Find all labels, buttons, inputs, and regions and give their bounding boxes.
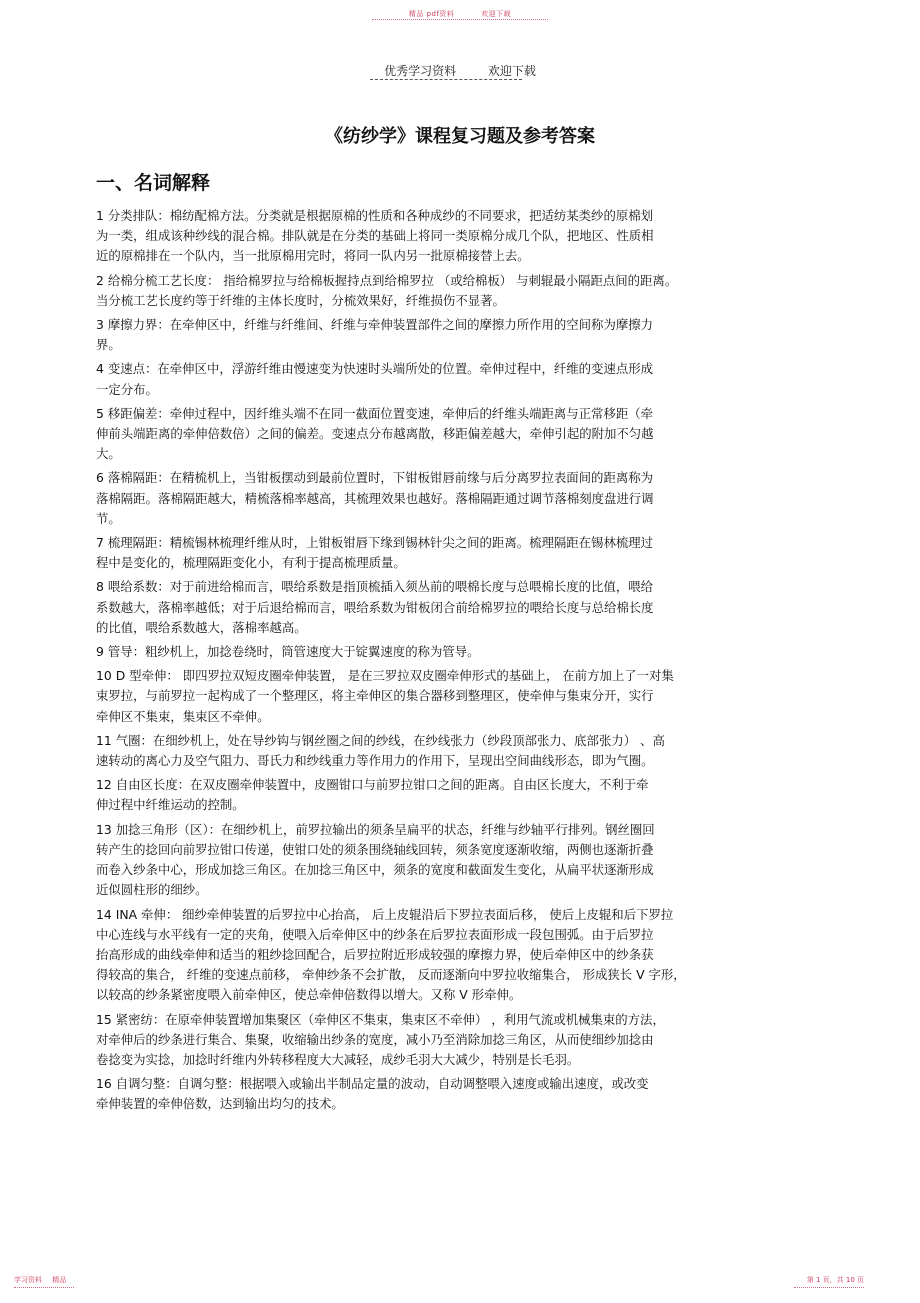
entry-line: 9 管导：粗纱机上，加捻卷绕时，筒管速度大于锭翼速度的称为管导。 xyxy=(96,644,480,660)
entry-line: 得较高的集合， 纤维的变速点前移， 牵伸纱条不会扩散， 反而逐渐向中罗拉收缩集合， 形成狭长 V 字形， xyxy=(96,967,686,983)
entry-line: 伸过程中纤维运动的控制。 xyxy=(96,797,245,813)
term-entry xyxy=(96,820,806,901)
entry-line: 的比值，喂给系数越大，落棉率越高。 xyxy=(96,619,307,635)
entry-line: 5 移距偏差：牵伸过程中，因纤维头端不在同一截面位置变速，牵伸后的纤维头端距离与正常移距（牵 xyxy=(96,405,654,421)
divider xyxy=(372,19,548,20)
entry-line: 16 自调匀整：自调匀整：根据喂入或输出半制品定量的波动，自动调整喂入速度或输出速度，或改变 xyxy=(96,1076,649,1092)
entry-line: 中心连线与水平线有一定的夹角，使喂入后牵伸区中的纱条在后罗拉表面形成一段包围弧。由于后罗拉 xyxy=(96,926,654,942)
term-entry xyxy=(96,271,806,311)
entry-line: 14 INA 牵伸： 细纱牵伸装置的后罗拉中心抬高， 后上皮辊沿后下罗拉表面后移， 使后上皮辊和后下罗拉 xyxy=(96,906,674,922)
entry-line: 15 紧密纺：在原牵伸装置增加集聚区（牵伸区不集束，集束区不牵伸） ，利用气流或机械集束的方法， xyxy=(96,1011,665,1027)
entry-line: 牵伸区不集束，集束区不牵伸。 xyxy=(96,708,270,724)
entry-line: 抬高形成的曲线牵伸和适当的粗纱捻回配合，后罗拉附近形成较强的摩擦力界，使后牵伸区中的纱条获 xyxy=(96,946,654,962)
header-left: 优秀学习资料 xyxy=(384,64,457,78)
entry-line: 速转动的离心力及空气阻力、哥氏力和纱线重力等作用力的作用下，呈现出空间曲线形态，即为气圈。 xyxy=(96,753,654,769)
entry-line: 界。 xyxy=(96,337,121,353)
watermark-text: 欢迎下载 xyxy=(481,10,512,18)
entry-list xyxy=(96,206,806,1119)
entry-line: 牵伸装置的牵伸倍数，达到输出均匀的技术。 xyxy=(96,1096,344,1112)
term-entry xyxy=(96,642,806,662)
entry-line: 12 自由区长度：在双皮圈牵伸装置中，皮圈钳口与前罗拉钳口之间的距离。自由区长度大，不利于牵 xyxy=(96,777,649,793)
term-entry xyxy=(96,404,806,465)
entry-line: 3 摩擦力界：在牵伸区中，纤维与纤维间、纤维与牵伸装置部件之间的摩擦力所作用的空间称为摩擦力 xyxy=(96,317,654,333)
entry-line: 当分梳工艺长度约等于纤维的主体长度时，分梳效果好，纤维损伤不显著。 xyxy=(96,292,505,308)
divider xyxy=(794,1287,864,1288)
entry-line: 10 D 型牵伸： 即四罗拉双短皮圈牵伸装置， 是在三罗拉双皮圈牵伸形式的基础上， 在前方加上了一对集 xyxy=(96,668,674,684)
watermark-text: 学习资料 xyxy=(14,1276,42,1284)
entry-line: 节。 xyxy=(96,510,121,526)
entry-line: 7 梳理隔距：精梳锡林梳理纤维从时，上钳板钳唇下缘到锡林针尖之间的距离。梳理隔距在锡林梳理过 xyxy=(96,535,654,551)
entry-line: 1 分类排队：棉纺配棉方法。分类就是根据原棉的性质和各种成纱的不同要求，把适纺某类纱的原棉划 xyxy=(96,208,654,223)
entry-line: 6 落棉隔距：在精梳机上，当钳板摆动到最前位置时，下钳板钳唇前缘与后分离罗拉表面间的距离称为 xyxy=(96,470,654,486)
entry-line: 11 气圈：在细纱机上，处在导纱钩与钢丝圈之间的纱线，在纱线张力（纱段顶部张力、底部张力） 、高 xyxy=(96,732,665,748)
entry-line: 转产生的捻回向前罗拉钳口传递，使钳口处的须条围绕轴线回转，须条宽度逐渐收缩，两侧也逐渐折叠 xyxy=(96,841,654,857)
term-entry xyxy=(96,206,806,267)
entry-line: 落棉隔距。落棉隔距越大，精梳落棉率越高，其梳理效果也越好。落棉隔距通过调节落棉刻度盘进行调 xyxy=(96,490,654,506)
term-entry xyxy=(96,775,806,815)
term-entry xyxy=(96,1074,806,1114)
term-entry xyxy=(96,666,806,727)
entry-line: 卷捻变为实捻，加捻时纤维内外转移程度大大减轻，成纱毛羽大大减少，特别是长毛羽。 xyxy=(96,1051,580,1067)
entry-line: 近似圆柱形的细纱。 xyxy=(96,882,208,898)
term-entry xyxy=(96,359,806,399)
entry-line: 对牵伸后的纱条进行集合、集聚，收缩输出纱条的宽度，减小乃至消除加捻三角区，从而使细纱加捻由 xyxy=(96,1031,654,1047)
entry-line: 8 喂给系数：对于前进给棉而言，喂给系数是指顶梳插入须丛前的喂棉长度与总喂棉长度的比值，喂给 xyxy=(96,579,654,595)
term-entry xyxy=(96,315,806,355)
page-title: 《纺纱学》课程复习题及参考答案 xyxy=(325,126,595,147)
header-right: 欢迎下载 xyxy=(487,64,536,78)
entry-line: 程中是变化的，梳理隔距变化小，有利于提高梳理质量。 xyxy=(96,555,406,571)
divider xyxy=(14,1287,74,1288)
entry-line: 束罗拉，与前罗拉一起构成了一个整理区，将主牵伸区的集合器移到整理区，使牵伸与集束分开，实行 xyxy=(96,688,654,704)
term-entry xyxy=(96,731,806,771)
entry-line: 为一类，组成该种纱线的混合棉。排队就是在分类的基础上将同一类原棉分成几个队，把地区、性质相 xyxy=(96,228,654,244)
page-number: 第 1 页，共 10 页 xyxy=(806,1276,864,1284)
top-watermark xyxy=(0,9,920,19)
entry-line: 一定分布。 xyxy=(96,381,158,397)
term-entry xyxy=(96,468,806,529)
entry-line: 而卷入纱条中心，形成加捻三角区。在加捻三角区中，须条的宽度和截面发生变化，从扁平状逐渐形成 xyxy=(96,862,654,878)
entry-line: 2 给棉分梳工艺长度： 指给棉罗拉与给棉板握持点到给棉罗拉 （或给棉板） 与刺辊最小隔距点间的距离。 xyxy=(96,272,678,288)
entry-line: 以较高的纱条紧密度喂入前牵伸区，使总牵伸倍数得以增大。又称 V 形牵伸。 xyxy=(96,987,522,1003)
term-entry xyxy=(96,533,806,573)
term-entry xyxy=(96,1010,806,1071)
entry-line: 伸前头端距离的牵伸倍数倍）之间的偏差。变速点分布越离散，移距偏差越大，牵伸引起的附加不匀越 xyxy=(96,426,654,442)
term-entry xyxy=(96,577,806,638)
entry-line: 系数越大，落棉率越低；对于后退给棉而言，喂给系数为钳板闭合前给棉罗拉的喂给长度与总给棉长度 xyxy=(96,599,654,615)
bottom-watermark xyxy=(14,1275,74,1285)
entry-line: 4 变速点：在牵伸区中，浮游纤维由慢速变为快速时头端所处的位置。牵伸过程中，纤维的变速点形成 xyxy=(96,361,654,377)
term-entry xyxy=(96,905,806,1006)
running-header xyxy=(0,62,920,79)
watermark-text: 精品 xyxy=(52,1276,67,1284)
header-divider xyxy=(370,79,522,80)
entry-line: 13 加捻三角形（区）：在细纱机上，前罗拉输出的须条呈扁平的状态，纤维与纱轴平行排列。钢丝圈回 xyxy=(96,821,655,837)
watermark-text: 精品 pdf资料 xyxy=(408,10,455,18)
entry-line: 近的原棉排在一个队内，当一批原棉用完时，将同一队内另一批原棉接替上去。 xyxy=(96,248,530,264)
entry-line: 大。 xyxy=(96,446,121,462)
section-heading: 一、名词解释 xyxy=(96,172,211,194)
